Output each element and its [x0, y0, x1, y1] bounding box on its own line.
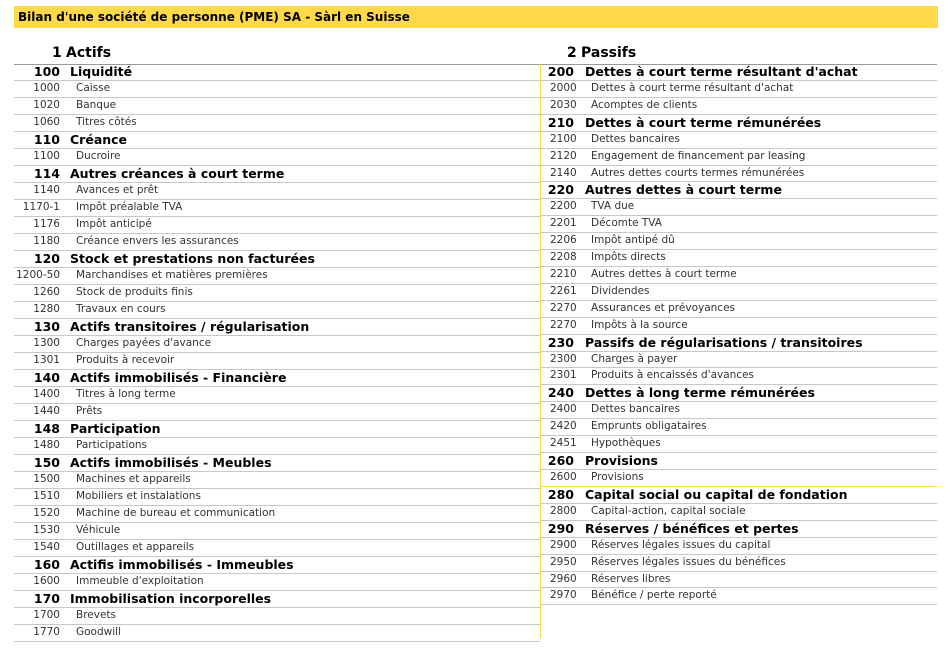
actifs-group-row: [14, 455, 540, 472]
passifs-group-row: [541, 115, 937, 132]
account-code: 2201: [550, 217, 577, 230]
account-code: 1700: [33, 609, 60, 621]
account-label: Prêts: [76, 405, 103, 417]
actifs-header: [14, 44, 540, 64]
account-code: 120: [33, 251, 60, 266]
account-code: 290: [547, 520, 574, 536]
account-label: Charges à payer: [591, 352, 678, 365]
account-label: Dettes à long terme rémunérées: [585, 385, 815, 401]
account-code: 1500: [33, 473, 60, 485]
account-label: Titres côtés: [76, 116, 137, 128]
account-label: Avances et prêt: [76, 184, 159, 196]
account-code: 1510: [33, 490, 60, 502]
account-code: 2420: [550, 420, 577, 433]
account-label: Autres dettes à court terme: [585, 182, 782, 198]
account-code: 1170-1: [22, 201, 60, 213]
account-label: Liquidité: [70, 64, 133, 79]
account-label: Outillages et appareils: [76, 541, 195, 553]
passifs-account-row: [541, 402, 937, 419]
passifs-account-row: [541, 98, 937, 115]
account-label: Goodwill: [76, 626, 121, 638]
account-code: 2270: [550, 318, 577, 331]
actifs-account-row: [14, 625, 540, 642]
actifs-group-row: [14, 166, 540, 183]
account-code: 200: [547, 64, 574, 79]
actifs-account-row: [14, 523, 540, 540]
account-label: Hypothèques: [591, 437, 661, 450]
account-code: 1280: [33, 303, 60, 315]
account-code: 1200-50: [16, 269, 60, 281]
passifs-account-row: [541, 368, 937, 385]
account-code: 2000: [550, 82, 577, 94]
account-code: 2950: [550, 555, 577, 568]
account-code: 140: [33, 370, 60, 385]
account-label: Dettes à court terme résultant d'achat: [591, 82, 794, 94]
account-code: 1530: [33, 524, 60, 536]
account-label: Véhicule: [76, 524, 121, 536]
account-label: Machines et appareils: [76, 473, 191, 485]
account-code: 2140: [550, 166, 577, 179]
account-label: Réserves légales issues du capital: [591, 538, 771, 551]
passifs-header: [541, 44, 937, 64]
account-code: 240: [547, 385, 574, 401]
account-label: Immeuble d'exploitation: [76, 575, 204, 587]
account-label: Stock et prestations non facturées: [70, 251, 315, 266]
actifs-account-row: [14, 353, 540, 370]
account-label: Mobiliers et instalations: [76, 490, 201, 502]
account-label: Dettes bancaires: [591, 403, 680, 416]
account-label: Emprunts obligataires: [591, 420, 707, 433]
account-label: Banque: [76, 99, 117, 111]
account-label: Charges payées d'avance: [76, 337, 212, 349]
actifs-group-row: [14, 370, 540, 387]
actifs-account-row: [14, 149, 540, 166]
actifs-account-row: [14, 472, 540, 489]
passifs-account-row: [541, 555, 937, 572]
passifs-account-row: [541, 81, 937, 98]
actifs-account-row: [14, 234, 540, 251]
passifs-account-row: [541, 216, 937, 233]
account-label: Réserves légales issues du bénéfices: [591, 555, 786, 568]
actifs-group-row: [14, 591, 540, 608]
actifs-account-row: [14, 302, 540, 319]
account-code: 2030: [550, 98, 577, 111]
account-label: Participation: [70, 421, 161, 436]
actifs-number: 1: [52, 45, 62, 61]
actifs-account-row: [14, 387, 540, 404]
passifs-account-row: [541, 352, 937, 369]
account-code: 2400: [550, 403, 577, 416]
account-code: 260: [547, 453, 574, 469]
account-code: 210: [547, 114, 574, 130]
account-code: 2301: [550, 369, 577, 382]
account-code: 2600: [550, 471, 577, 484]
account-code: 1100: [33, 150, 60, 162]
page-title: Bilan d'une société de personne (PME) SA - Sàrl en Suisse: [14, 6, 938, 28]
account-code: 280: [547, 486, 574, 502]
account-code: 1180: [33, 235, 60, 247]
actifs-account-row: [14, 183, 540, 200]
account-code: 2960: [550, 572, 577, 585]
account-code: 2970: [550, 589, 577, 602]
account-code: 2210: [550, 268, 577, 281]
account-code: 1140: [33, 184, 60, 196]
account-label: Actifs transitoires / régularisation: [70, 319, 310, 334]
passifs-group-row: [541, 453, 937, 470]
account-label: Créance envers les assurances: [76, 235, 239, 247]
passifs-account-row: [541, 318, 937, 335]
actifs-account-row: [14, 404, 540, 421]
account-label: Machine de bureau et communication: [76, 507, 276, 519]
actifs-account-row: [14, 608, 540, 625]
passifs-column: [541, 44, 937, 605]
account-code: 2270: [550, 301, 577, 314]
passifs-group-row: [541, 64, 937, 81]
passifs-account-row: [541, 588, 937, 605]
account-code: 100: [33, 64, 60, 79]
account-label: Autres dettes à court terme: [591, 268, 737, 281]
actifs-account-row: [14, 574, 540, 591]
account-label: Stock de produits finis: [76, 286, 193, 298]
actifs-account-row: [14, 438, 540, 455]
account-label: Réserves / bénéfices et pertes: [585, 520, 799, 536]
passifs-group-row: [541, 182, 937, 199]
passifs-account-row: [541, 132, 937, 149]
account-label: Produits à recevoir: [76, 354, 175, 366]
account-label: Impôts directs: [591, 251, 666, 264]
account-label: Passifs de régularisations / transitoires: [585, 334, 863, 350]
passifs-account-row: [541, 301, 937, 318]
account-code: 1600: [33, 575, 60, 587]
account-label: Brevets: [76, 609, 117, 621]
account-code: 2100: [550, 132, 577, 145]
account-label: Dettes bancaires: [591, 132, 680, 145]
account-code: 230: [547, 334, 574, 350]
account-code: 1176: [33, 218, 60, 230]
passifs-account-row: [541, 199, 937, 216]
actifs-account-row: [14, 98, 540, 115]
account-code: 150: [33, 455, 60, 470]
account-code: 2206: [550, 234, 577, 247]
passifs-group-row: [541, 521, 937, 538]
actifs-account-row: [14, 506, 540, 523]
account-label: Actifis immobilisés - Immeubles: [70, 557, 294, 572]
passifs-account-row: [541, 504, 937, 521]
account-code: 1400: [33, 388, 60, 400]
account-code: 1301: [33, 354, 60, 366]
account-label: Marchandises et matières premières: [76, 269, 268, 281]
actifs-column: [14, 44, 540, 642]
account-code: 170: [33, 591, 60, 606]
account-code: 2451: [550, 437, 577, 450]
actifs-group-row: [14, 421, 540, 438]
account-label: Capital social ou capital de fondation: [585, 486, 848, 502]
actifs-account-row: [14, 336, 540, 353]
account-code: 2300: [550, 352, 577, 365]
passifs-account-row: [541, 149, 937, 166]
account-label: Réserves libres: [591, 572, 671, 585]
actifs-account-row: [14, 268, 540, 285]
account-label: Actifs immobilisés - Meubles: [70, 455, 272, 470]
account-label: Travaux en cours: [76, 303, 166, 315]
account-code: 1520: [33, 507, 60, 519]
account-code: 2120: [550, 149, 577, 162]
actifs-label: Actifs: [66, 45, 112, 61]
account-code: 2900: [550, 538, 577, 551]
account-label: Impôt antipé dû: [591, 234, 675, 247]
account-label: Immobilisation incorporelles: [70, 591, 272, 606]
account-code: 1020: [33, 99, 60, 111]
account-code: 2800: [550, 504, 577, 517]
account-code: 1000: [33, 82, 60, 94]
account-code: 2200: [550, 200, 577, 213]
account-label: Titres à long terme: [76, 388, 176, 400]
account-code: 1480: [33, 439, 60, 451]
passifs-account-row: [541, 470, 937, 487]
passifs-label: Passifs: [581, 45, 637, 61]
account-label: Ducroire: [76, 150, 121, 162]
account-label: Actifs immobilisés - Financière: [70, 370, 287, 385]
passifs-account-row: [541, 419, 937, 436]
actifs-group-row: [14, 319, 540, 336]
account-label: Assurances et prévoyances: [591, 301, 735, 314]
account-label: Produits à encaissés d'avances: [591, 369, 755, 382]
actifs-account-row: [14, 489, 540, 506]
account-label: Impôt préalable TVA: [76, 201, 183, 213]
account-code: 1440: [33, 405, 60, 417]
account-code: 1770: [33, 626, 60, 638]
passifs-account-row: [541, 233, 937, 250]
actifs-group-row: [14, 251, 540, 268]
passifs-account-row: [541, 166, 937, 183]
passifs-account-row: [541, 284, 937, 301]
account-label: Autres dettes courts termes rémunérées: [591, 166, 805, 179]
account-label: Dettes à court terme rémunérées: [585, 114, 822, 130]
account-label: Provisions: [585, 453, 658, 469]
account-label: Dettes à court terme résultant d'achat: [585, 64, 858, 79]
passifs-group-row: [541, 487, 937, 504]
account-code: 1060: [33, 116, 60, 128]
account-label: Créance: [70, 132, 128, 147]
account-label: Participations: [76, 439, 148, 451]
passifs-group-row: [541, 335, 937, 352]
account-code: 2208: [550, 251, 577, 264]
account-code: 1300: [33, 337, 60, 349]
actifs-account-row: [14, 200, 540, 217]
account-code: 1540: [33, 541, 60, 553]
account-code: 148: [33, 421, 60, 436]
account-label: Acomptes de clients: [591, 98, 698, 111]
actifs-account-row: [14, 81, 540, 98]
actifs-account-row: [14, 217, 540, 234]
account-label: Provisions: [591, 471, 644, 484]
account-label: Décomte TVA: [591, 217, 662, 230]
account-label: Engagement de financement par leasing: [591, 149, 806, 162]
account-code: 114: [33, 166, 60, 181]
passifs-account-row: [541, 538, 937, 555]
actifs-group-row: [14, 64, 540, 81]
account-code: 160: [33, 557, 60, 572]
account-label: Capital-action, capital sociale: [591, 504, 746, 517]
account-code: 130: [33, 319, 60, 334]
account-code: 110: [33, 132, 60, 147]
actifs-group-row: [14, 557, 540, 574]
account-label: Autres créances à court terme: [70, 166, 285, 181]
actifs-account-row: [14, 115, 540, 132]
passifs-rows: [541, 64, 937, 605]
actifs-account-row: [14, 285, 540, 302]
account-code: 1260: [33, 286, 60, 298]
account-code: 2261: [550, 284, 577, 297]
account-label: Bénéfice / perte reporté: [591, 589, 717, 602]
passifs-account-row: [541, 267, 937, 284]
actifs-group-row: [14, 132, 540, 149]
account-code: 220: [547, 182, 574, 198]
account-label: Dividendes: [591, 284, 650, 297]
account-label: Caisse: [76, 82, 111, 94]
actifs-rows: [14, 64, 540, 642]
passifs-number: 2: [567, 45, 577, 61]
passifs-group-row: [541, 385, 937, 402]
passifs-account-row: [541, 250, 937, 267]
account-label: Impôt anticipé: [76, 218, 152, 230]
account-label: Impôts à la source: [591, 318, 688, 331]
actifs-account-row: [14, 540, 540, 557]
passifs-account-row: [541, 436, 937, 453]
passifs-account-row: [541, 572, 937, 589]
account-label: TVA due: [591, 200, 635, 213]
